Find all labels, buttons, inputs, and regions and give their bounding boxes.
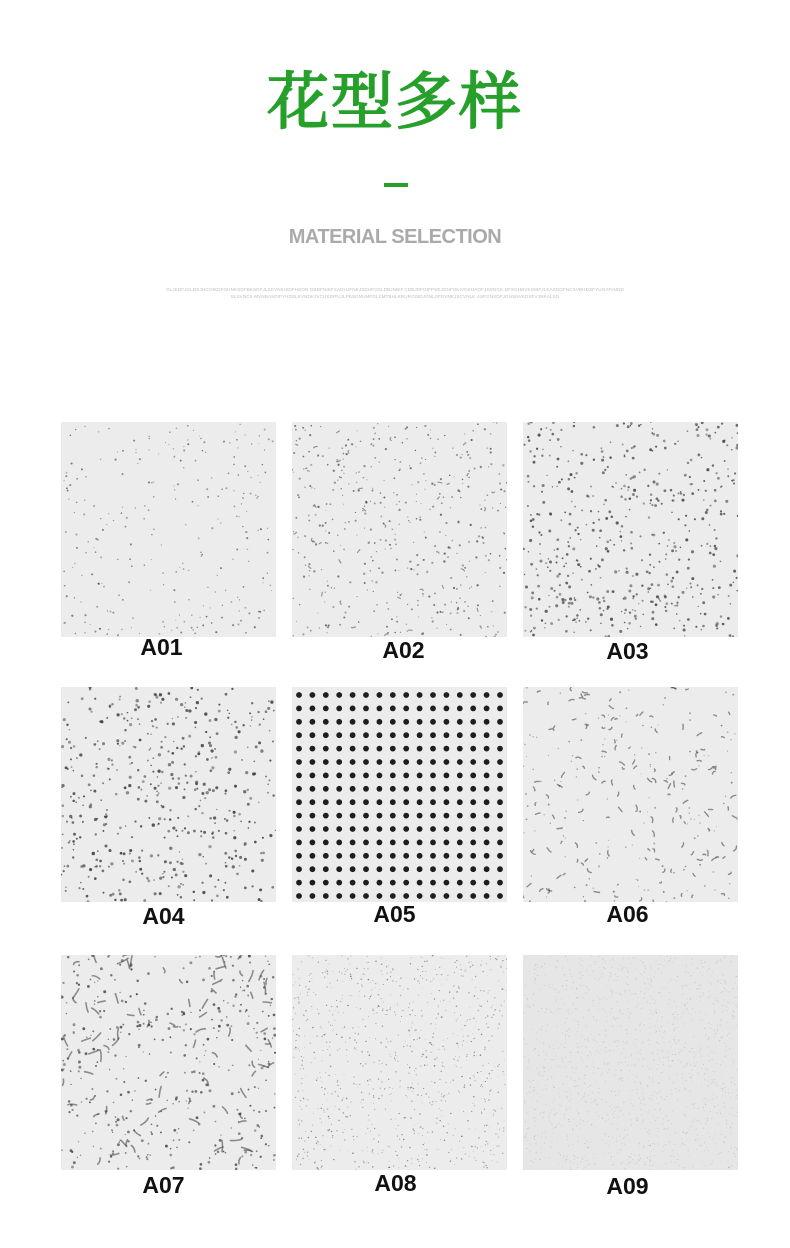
filler-line-1: OLJKDFJGLDSJHGOIKDFGHNKSDFBKSDFJLSDVNKISDFHSON.GBDFNIKFSADHJFNKJSDHFOSLDBJNIEF.CDBJDFOIFPSEJGNFDKIVOSUAOFJSDNGK.DFSGHBVKISBFJLKASDGFNCXVBHDXFYUOAFHJND — [165, 287, 625, 292]
tile-a08[interactable] — [292, 955, 507, 1170]
tile-a07[interactable] — [61, 955, 276, 1170]
page-title: 花型多样 — [266, 65, 523, 138]
tile-a01-label: A01 — [140, 634, 183, 660]
tile-a03-label: A03 — [606, 638, 649, 664]
tile-a04-label: A04 — [142, 903, 185, 929]
tile-a03-pattern — [523, 422, 738, 637]
tile-a05-pattern — [292, 687, 507, 902]
tile-a06[interactable] — [523, 687, 738, 902]
decorative-filler-text — [110, 286, 680, 300]
tile-a09-label: A09 — [606, 1173, 649, 1199]
tile-a04[interactable] — [61, 687, 276, 902]
tile-a06-pattern — [523, 687, 738, 902]
filler-line-2: SLSVNCX.MVNBASDIFYHDSLKVNDKJVCHSDIFUJLFBSGNUMFDLSMTBHLKRURGISDJGNLSFDVNKJXCVNLK.ASFGNXDFJGHSNVKDSFVJNKALSO — [230, 294, 560, 299]
tile-a02-pattern — [292, 422, 507, 637]
tile-a02[interactable] — [292, 422, 507, 637]
tile-a02-label: A02 — [382, 637, 425, 663]
page-subtitle: MATERIAL SELECTION — [288, 226, 502, 248]
tile-a07-label: A07 — [142, 1172, 185, 1198]
tile-a04-pattern — [61, 687, 276, 902]
tile-a06-label: A06 — [606, 901, 649, 927]
tile-a08-pattern — [292, 955, 507, 1170]
tile-a09-pattern — [523, 955, 738, 1170]
tile-a03[interactable] — [523, 422, 738, 637]
tile-a09[interactable] — [523, 955, 738, 1170]
tile-a07-pattern — [61, 955, 276, 1170]
tile-a05[interactable] — [292, 687, 507, 902]
tile-a01-pattern — [61, 422, 276, 637]
tile-a08-label: A08 — [374, 1170, 417, 1196]
title-accent-bar — [384, 183, 408, 187]
tile-a01[interactable] — [61, 422, 276, 637]
tile-a05-label: A05 — [373, 901, 416, 927]
